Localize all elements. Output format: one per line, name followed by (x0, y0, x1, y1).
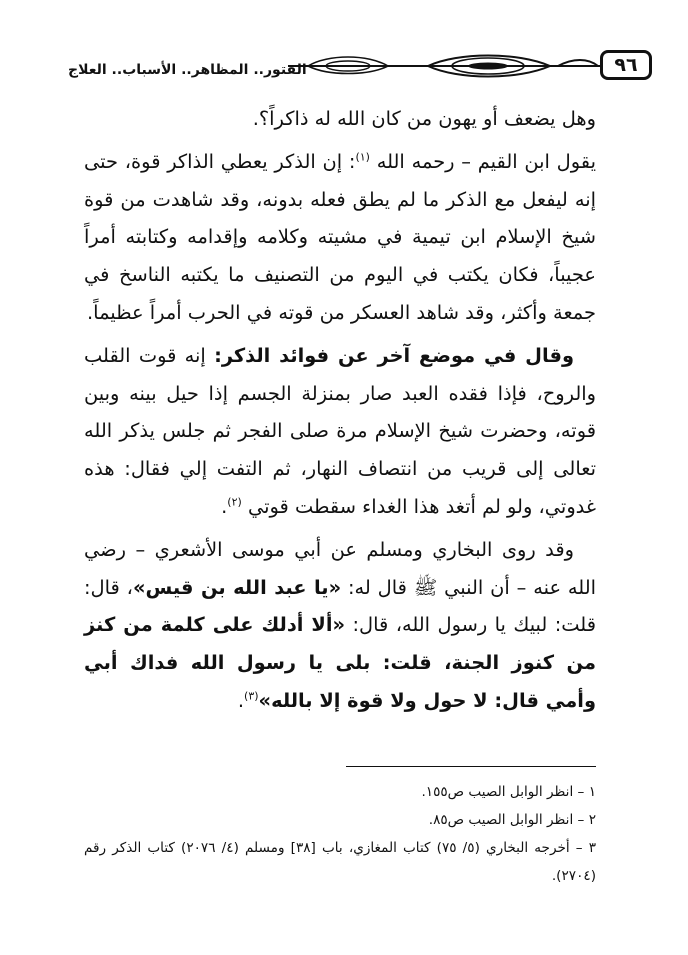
hadith-quote-2: «ألا أدلك على كلمة من كنز من كنوز الجنة، قلت: بلى يا رسول الله فداك أبي وأمي قال: لا حول ولا قوة إلا بالله» (84, 613, 596, 712)
paragraph-3-text: إنه قوت القلب والروح، فإذا فقده العبد صار بمنزلة الجسم إذا حيل بينه وبين قوته، وحضرت شيخ الإسلام مرة صلى الفجر ثم جلس يذكر الله تعالى إلى قريب من انتصاف النهار، ثم التفت إلي فقال: هذه غدوتي، ولو لم أتغد هذا الغداء سقطت قوتي (84, 343, 596, 518)
paragraph-4 (84, 531, 596, 720)
page-header (40, 44, 652, 94)
hadith-quote-1: «يا عبد الله بن قيس» (132, 575, 342, 599)
page-number: ٩٦ (600, 50, 652, 80)
footnote-ref-2: (٢) (227, 495, 242, 509)
footnote-ref-1: (١) (355, 150, 370, 164)
paragraph-2-intro: يقول ابن القيم – رحمه الله (369, 149, 596, 173)
paragraph-4-text: ، قال: قلت: لبيك يا رسول الله، قال: (84, 575, 596, 637)
paragraph-3-end: . (221, 494, 228, 518)
footnotes (84, 778, 596, 890)
paragraph-3-lead: وقال في موضع آخر عن فوائد الذكر: (214, 343, 575, 367)
paragraph-2-text: : إن الذكر يعطي الذاكر قوة، حتى إنه ليفعل مع الذكر ما لم يطق فعله بدونه، وقد شاهدت من قوة شيخ الإسلام ابن تيمية في مشيته وكلامه وإقدامه وكتابته أمراً عجيباً، فكان يكتب في اليوم من التصنيف ما يكتبه الناسخ في جمعة وأكثر، وقد شاهد العسكر من قوته في الحرب أمراً عظيماً. (84, 149, 596, 324)
footnote-divider (346, 766, 596, 767)
footnote-ref-3: (٣) (244, 689, 259, 703)
paragraph-4-end: . (237, 688, 245, 712)
paragraph-1: وهل يضعف أو يهون من كان الله له ذاكراً؟. (252, 107, 596, 130)
footnote-1: ١ – انظر الوابل الصيب ص١٥٥. (421, 784, 596, 800)
footnote-3: ٣ – أخرجه البخاري (٥/ ٧٥) كتاب المغازي، باب [٣٨] ومسلم (٤/ ٢٠٧٦) كتاب الذكر رقم (٢٧٠٤). (84, 840, 596, 884)
running-title: الفتور.. المظاهر.. الأسباب.. العلاج (68, 62, 307, 78)
main-text (84, 100, 596, 720)
paragraph-3 (84, 337, 596, 526)
paragraph-2 (84, 143, 596, 332)
footnote-2: ٢ – انظر الوابل الصيب ص٨٥. (428, 812, 596, 828)
paragraph-4-intro: وقد روى البخاري ومسلم عن أبي موسى الأشعري – رضي الله عنه – أن النبي ﷺ قال له: (84, 537, 597, 599)
header-ornament-icon (288, 52, 606, 82)
